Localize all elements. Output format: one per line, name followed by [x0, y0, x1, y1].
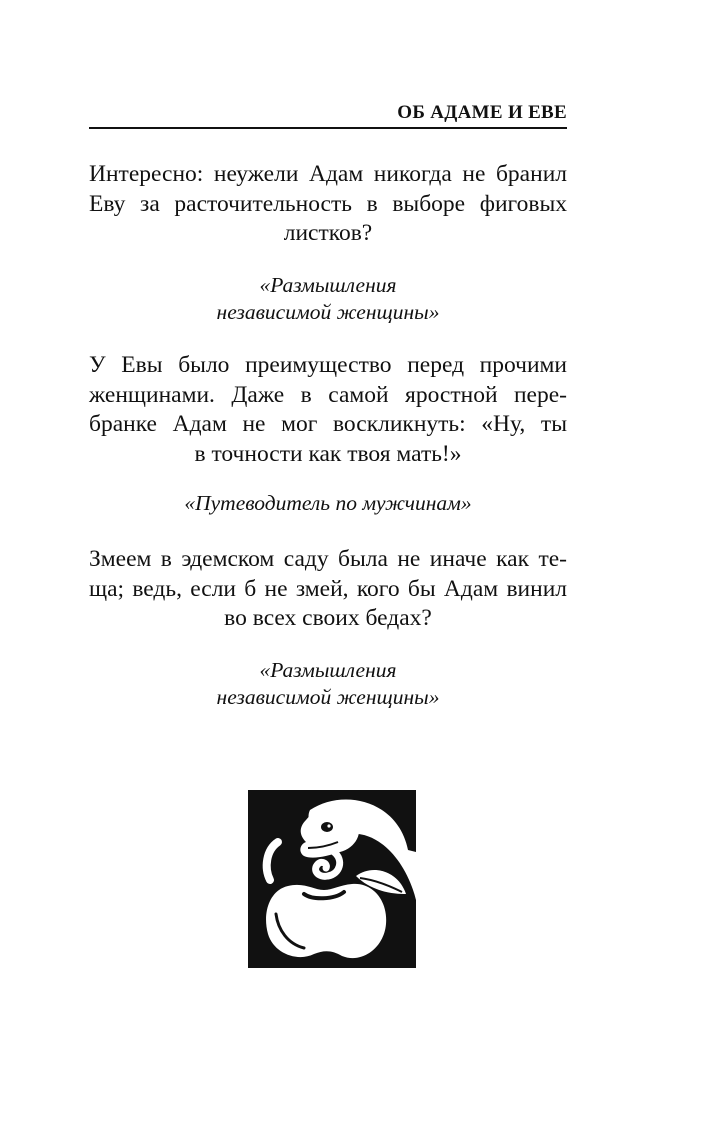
quote-line: Еву за расточительность в выборе фиговых — [89, 190, 567, 217]
running-head: ОБ АДАМЕ И ЕВЕ — [397, 102, 567, 123]
header-rule — [89, 127, 567, 129]
serpent-and-apple-icon — [248, 790, 416, 968]
quote-line: Змеем в эдемском саду была не иначе как те- — [89, 546, 567, 572]
quote-source — [89, 657, 567, 711]
quote-line: Интересно: неужели Адам никогда не бранил — [89, 161, 567, 187]
source-line: «Размышления — [259, 657, 397, 682]
quote-line: женщинами. Даже в самой яростной пере- — [89, 381, 567, 408]
quote-3 — [89, 545, 567, 711]
source-line: «Размышления — [259, 272, 397, 297]
quote-1 — [89, 160, 567, 326]
source-line: независимой женщины» — [216, 684, 440, 709]
quote-2 — [89, 351, 567, 517]
quote-line: У Евы было преимущество перед прочими — [89, 352, 567, 378]
quote-line: ща; ведь, если б не змей, кого бы Адам винил — [89, 575, 567, 602]
quote-line: бранке Адам не мог воскликнуть: «Ну, ты — [89, 411, 567, 437]
quote-line: листков? — [283, 220, 373, 246]
quote-source — [89, 272, 567, 326]
source-line: «Путеводитель по мужчинам» — [184, 491, 472, 515]
quote-source — [89, 490, 567, 517]
quote-line: в точности как твоя мать!» — [194, 440, 462, 467]
quote-line: во всех своих бедах? — [224, 605, 432, 631]
source-line: независимой женщины» — [216, 299, 440, 324]
